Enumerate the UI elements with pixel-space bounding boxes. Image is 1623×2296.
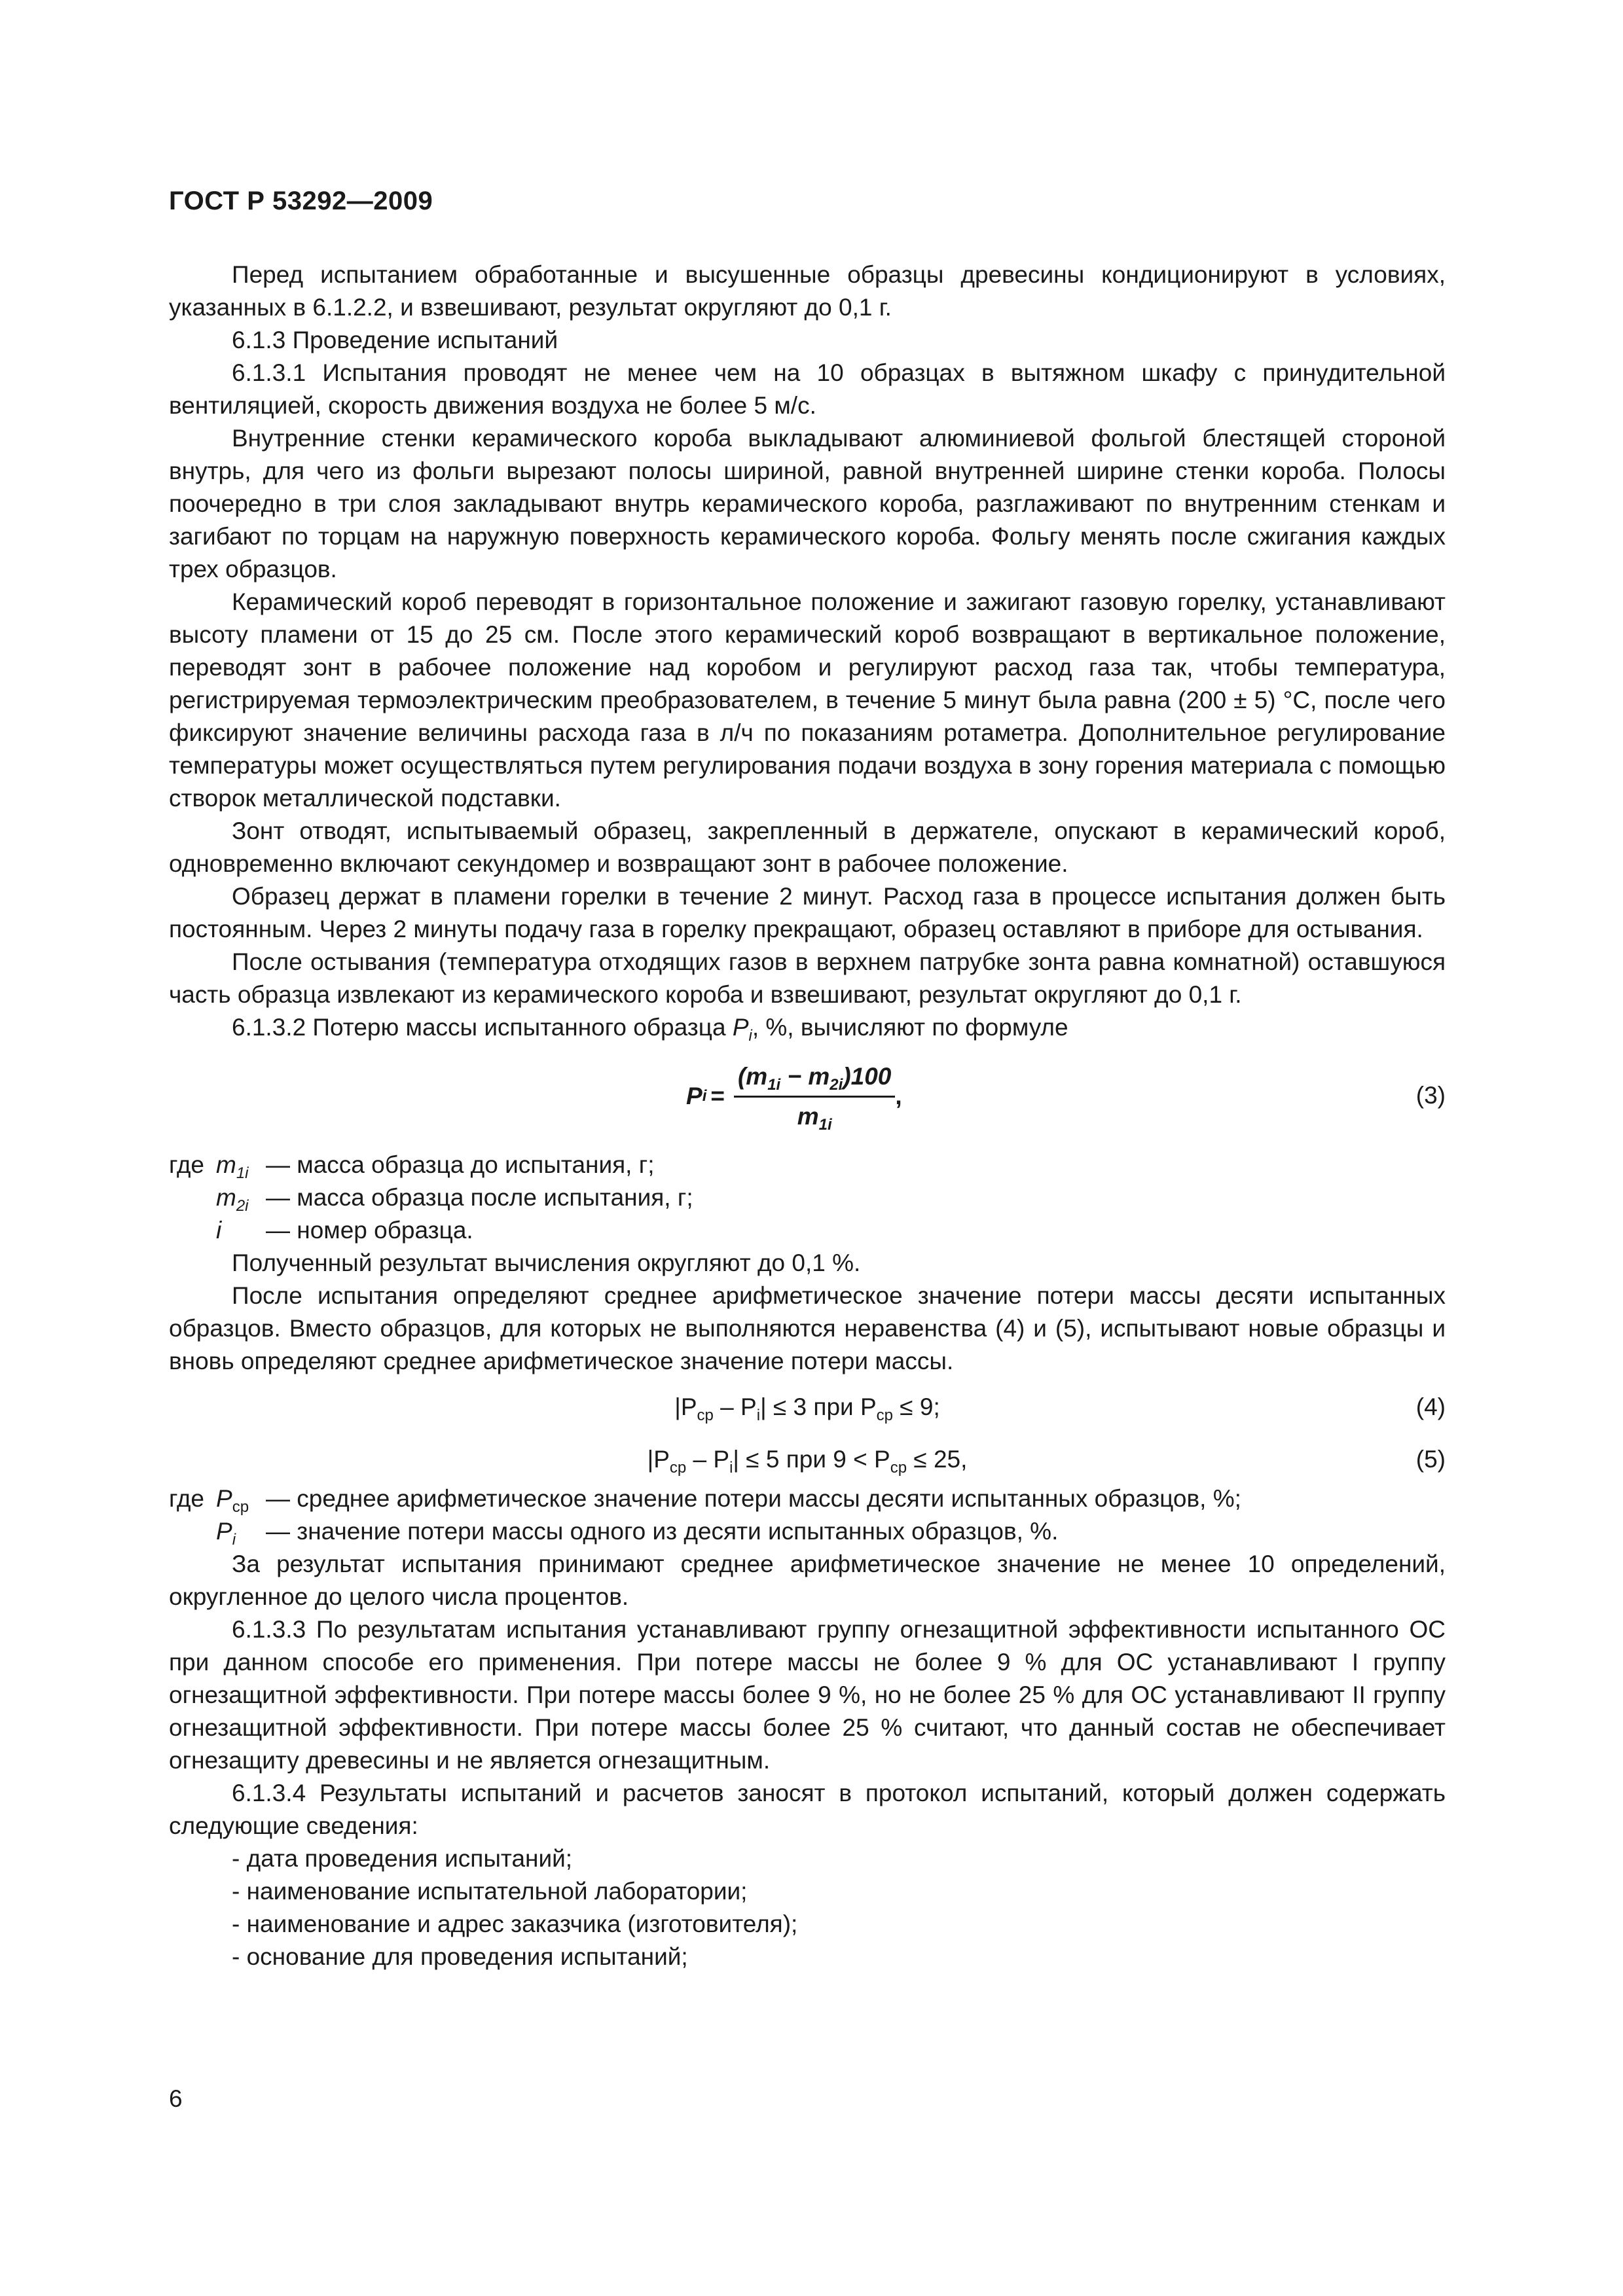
text-run: – P (686, 1446, 730, 1473)
paragraph: Внутренние стенки керамического короба выкладывают алюминиевой фольгой блестящей стороной внутрь, для чего из фольги вырезают полосы шириной, равной внутренней ширине стенки короба. Полосы поочередно в три слоя закладывают внутрь керамического короба, разглаживают по внутренним стенкам и загибают по торцам на наружную поверхность керамического короба. Фольгу менять после сжигания каждых трех образцов. (169, 425, 1446, 583)
paragraph: Зонт отводят, испытываемый образец, закрепленный в держателе, опускают в керамический короб, одновременно включают секундомер и возвращают зонт в рабочее положение. (169, 817, 1446, 877)
def-symbol (216, 1482, 249, 1515)
def-text: — среднее арифметическое значение потери массы десяти испытанных образцов, %; (266, 1485, 1241, 1512)
paragraph: Керамический короб переводят в горизонтальное положение и зажигают газовую горелку, устанавливают высоту пламени от 15 до 25 см. После этого керамический короб возвращают в вертикальное положение, переводят зонт в рабочее положение над коробом и регулируют расход газа так, чтобы температура, регистрируемая термоэлектрическим преобразователем, в течение 5 минут была равна (200 ± 5) °С, после чего фиксируют значение величины расхода газа в л/ч по показаниям ротаметра. Дополнительное регулирование температуры может осуществляться путем регулирования подачи воздуха в зону горения материала с помощью створок металлической подставки. (169, 588, 1446, 812)
page-footer (169, 2085, 183, 2113)
def-text: — масса образца до испытания, г; (266, 1151, 655, 1178)
def-symbol (216, 1181, 249, 1214)
subscript: i (756, 1407, 761, 1424)
subscript: i (748, 1027, 752, 1045)
subscript: ср (697, 1407, 714, 1424)
paragraph: Перед испытанием обработанные и высушенные образцы древесины кондиционируют в условиях, указанных в 6.1.2.2, и взвешивают, результат округляют до 0,1 г. (169, 261, 1446, 321)
symbol: P (216, 1518, 232, 1545)
subscript: i (729, 1459, 733, 1477)
text-run: (m (737, 1062, 768, 1090)
def-symbol (216, 1515, 236, 1548)
paragraph: За результат испытания принимают среднее арифметическое значение не менее 10 определений, округленное до целого числа процентов. (169, 1551, 1446, 1610)
subscript: 2i (236, 1197, 249, 1215)
def-text: — номер образца. (266, 1217, 473, 1244)
formula-4 (169, 1391, 1446, 1424)
formula-expression (169, 1391, 1446, 1424)
text-run: 6.1.3.2 Потерю массы испытанного образца (232, 1014, 733, 1041)
text-run: , %, вычисляют по формуле (752, 1014, 1068, 1041)
list-item: - дата проведения испытаний; (232, 1845, 573, 1872)
list-item: - основание для проведения испытаний; (232, 1943, 688, 1970)
formula-expression (169, 1443, 1446, 1476)
symbol: m (216, 1184, 236, 1211)
document-header (169, 187, 433, 216)
subscript: 1i (818, 1115, 832, 1134)
document-body (169, 259, 1446, 1973)
text-run: ≤ 25, (907, 1446, 968, 1473)
definition-item (169, 1214, 1446, 1247)
subscript: 1i (767, 1075, 781, 1094)
formula-number: (4) (1415, 1393, 1446, 1420)
subscript: ср (669, 1459, 687, 1477)
symbol: P (732, 1014, 749, 1041)
def-text: — масса образца после испытания, г; (266, 1184, 693, 1211)
def-symbol (216, 1214, 221, 1247)
paragraph: 6.1.3.3 По результатам испытания устанавливают группу огнезащитной эффективности испытанного ОС при данном способе его применения. При потере массы не более 9 % для ОС устанавливают I группу огнезащитной эффективности. При потере массы более 9 %, но не более 25 % для ОС устанавливают II группу огнезащитной эффективности. При потере массы более 25 % считают, что данный состав не обеспечивает огнезащиту древесины и не является огнезащитным. (169, 1616, 1446, 1774)
paragraph: 6.1.3.4 Результаты испытаний и расчетов заносят в протокол испытаний, который должен содержать следующие сведения: (169, 1780, 1446, 1839)
symbol: i (216, 1217, 222, 1244)
subscript: ср (890, 1459, 907, 1477)
formula-number: (3) (1415, 1082, 1446, 1109)
paragraph: После остывания (температура отходящих газов в верхнем патрубке зонта равна комнатной) оставшуюся часть образца извлекают из керамического короба и взвешивают, результат округляют до 0,1 г. (169, 948, 1446, 1008)
definition-item (169, 1515, 1446, 1548)
formula-expression: P i = $\frac{(m_{1i} - m_{2i})100}{m_{1i}}$ , (686, 1050, 902, 1142)
paragraph (169, 1011, 1446, 1044)
fraction-numerator (734, 1060, 895, 1098)
subscript: 2i (830, 1075, 843, 1094)
paragraph: После испытания определяют среднее арифметическое значение потери массы десяти испытанных образцов. Вместо образцов, для которых не выполняются неравенства (4) и (5), испытывают новые образцы и вновь определяют среднее арифметическое значение потери массы. (169, 1282, 1446, 1374)
text-run: | ≤ 3 при P (760, 1393, 877, 1420)
definition-item (169, 1149, 1446, 1181)
text-run: |P (647, 1446, 670, 1473)
def-text: — значение потери массы одного из десяти испытанных образцов, %. (266, 1518, 1059, 1545)
subscript: ср (232, 1498, 249, 1516)
fraction (734, 1060, 895, 1133)
symbol: P (686, 1083, 702, 1109)
comma: , (895, 1083, 902, 1109)
subscript: 1i (236, 1164, 249, 1182)
text-run: |P (674, 1393, 697, 1420)
text-run: ≤ 9; (893, 1393, 940, 1420)
section-heading: 6.1.3 Проведение испытаний (232, 327, 558, 353)
symbol: P (216, 1485, 232, 1512)
text-run: − m (780, 1062, 830, 1090)
definition-item (169, 1181, 1446, 1214)
formula-3 (169, 1050, 1446, 1142)
equals-sign: = (710, 1083, 725, 1109)
text-run: )100 (843, 1062, 892, 1090)
subscript: i (232, 1531, 236, 1549)
paragraph: Образец держат в пламени горелки в течение 2 минут. Расход газа в процессе испытания должен быть постоянным. Через 2 минуты подачу газа в горелку прекращают, образец оставляют в приборе для остывания. (169, 883, 1446, 942)
subscript: ср (876, 1407, 894, 1424)
def-prefix: где (169, 1485, 205, 1512)
formula-5 (169, 1443, 1446, 1476)
formula-number: (5) (1415, 1446, 1446, 1473)
paragraph: Полученный результат вычисления округляют до 0,1 %. (232, 1249, 861, 1276)
doc-code: ГОСТ Р 53292—2009 (169, 187, 433, 215)
definition-item (169, 1482, 1446, 1515)
paragraph: 6.1.3.1 Испытания проводят не менее чем на 10 образцах в вытяжном шкафу с принудительной вентиляцией, скорость движения воздуха не более 5 м/с. (169, 359, 1446, 419)
symbol: m (216, 1151, 236, 1178)
def-symbol (216, 1149, 249, 1181)
page-number: 6 (169, 2085, 183, 2112)
list-item: - наименование испытательной лаборатории; (232, 1878, 748, 1905)
symbol: m (797, 1102, 819, 1130)
text-run: – P (713, 1393, 757, 1420)
fraction-denominator (797, 1098, 832, 1133)
def-prefix: где (169, 1151, 205, 1178)
text-run: | ≤ 5 при 9 < P (733, 1446, 890, 1473)
list-item: - наименование и адрес заказчика (изготовителя); (232, 1910, 798, 1937)
